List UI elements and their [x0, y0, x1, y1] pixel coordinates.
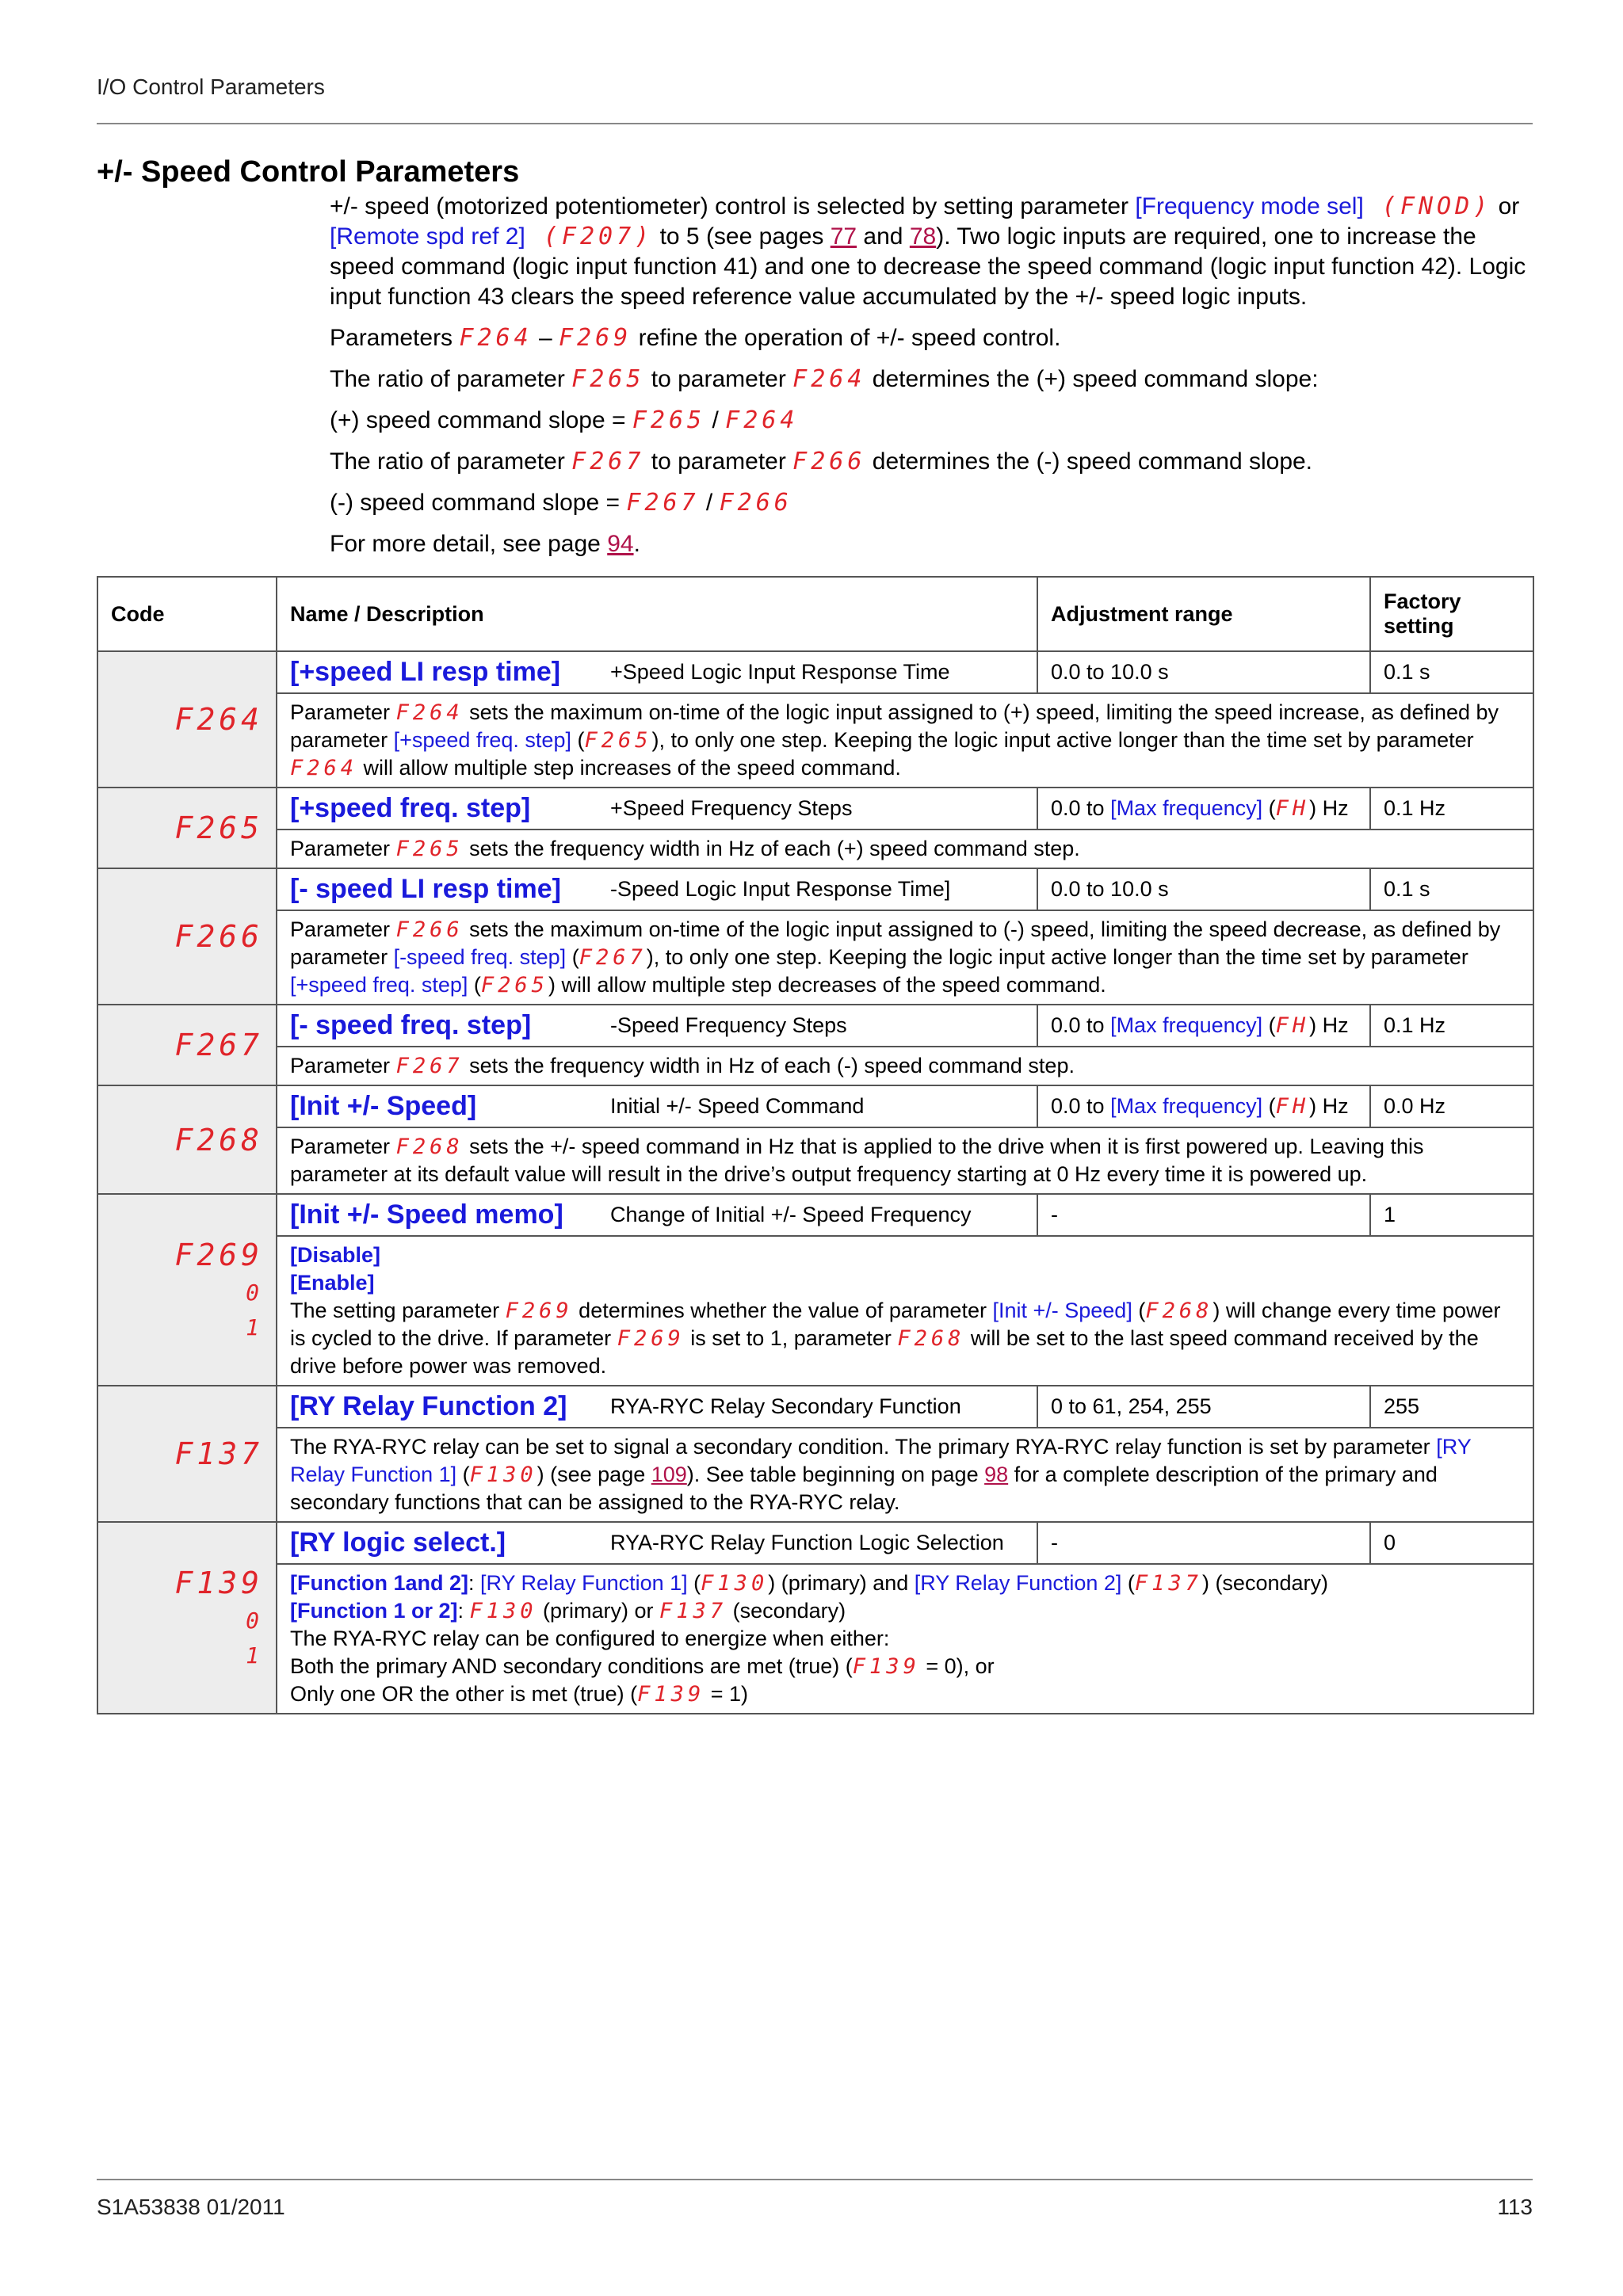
intro-paragraph-4: (+) speed command slope = F265 / F264	[330, 406, 799, 434]
intro-text	[330, 192, 1534, 570]
table-row	[97, 1522, 1533, 1564]
page-link-77[interactable]: 77	[830, 223, 857, 250]
page-link-98[interactable]: 98	[984, 1463, 1009, 1486]
param-code: F267	[97, 1005, 277, 1085]
param-range: 0.0 to [Max frequency] (FH) Hz	[1037, 788, 1370, 830]
page-link-78[interactable]: 78	[909, 223, 937, 250]
param-name-cell	[277, 1085, 1037, 1127]
table-header-row	[97, 577, 1533, 651]
param-description: Parameter F268 sets the +/- speed command in Hz that is applied to the drive when it is first powered up. Leaving this parameter at its default value will result in the drive’s output frequency starting at 0 Hz every time it is powered up.	[277, 1127, 1533, 1194]
table-row	[97, 1085, 1533, 1127]
param-factory: 0.0 Hz	[1370, 1085, 1533, 1127]
frequency-mode-link[interactable]: [Frequency mode sel]	[1135, 193, 1364, 219]
param-name-cell	[277, 1522, 1037, 1564]
intro-paragraph-5: The ratio of parameter F267 to parameter F266 determines the (-) speed command slope.	[330, 448, 1313, 475]
table-row	[97, 1005, 1533, 1047]
param-range: -	[1037, 1194, 1370, 1236]
param-range: 0 to 61, 254, 255	[1037, 1386, 1370, 1428]
section-title: +/- Speed Control Parameters	[97, 155, 520, 189]
footer-rule	[97, 2179, 1533, 2180]
header-name: Name / Description	[277, 577, 1037, 651]
param-desc: -Speed Logic Input Response Time]	[610, 877, 951, 901]
param-name: [- speed LI resp time]	[290, 874, 561, 904]
param-name: [RY logic select.]	[290, 1527, 506, 1558]
param-range: 0.0 to 10.0 s	[1037, 651, 1370, 693]
param-name-cell	[277, 1386, 1037, 1428]
param-factory: 0.1 Hz	[1370, 1005, 1533, 1047]
intro-paragraph-6: (-) speed command slope = F267 / F266	[330, 489, 792, 517]
table-row-description	[97, 1564, 1533, 1714]
table-row-description	[97, 1428, 1533, 1522]
param-desc: +Speed Logic Input Response Time	[610, 660, 950, 684]
page-link-109[interactable]: 109	[651, 1463, 687, 1486]
param-range: -	[1037, 1522, 1370, 1564]
table-row-description	[97, 1127, 1533, 1194]
param-factory: 0.1 s	[1370, 868, 1533, 910]
param-factory: 255	[1370, 1386, 1533, 1428]
table-row-description	[97, 1236, 1533, 1386]
param-code: F137	[97, 1386, 277, 1522]
table-row	[97, 1194, 1533, 1236]
param-name-cell	[277, 1005, 1037, 1047]
table-row-description	[97, 693, 1533, 788]
param-factory: 0.1 Hz	[1370, 788, 1533, 830]
intro-paragraph-3: The ratio of parameter F265 to parameter F264 determines the (+) speed command slope:	[330, 365, 1319, 393]
footer-doc-id: S1A53838 01/2011	[97, 2195, 285, 2219]
running-header: I/O Control Parameters	[97, 74, 325, 99]
param-description: [Function 1and 2]: [RY Relay Function 1] (F130) (primary) and [RY Relay Function 2] (F137) (secondary) [Function 1 or 2]: F130 (primary) or F137 (secondary) The RYA-RYC relay can be configured to energize when either: Both the primary AND secondary conditions are met (true) (F139 = 0), or Only one OR the other is met (true) (F139 = 1)	[277, 1564, 1533, 1714]
param-description: Parameter F265 sets the frequency width in Hz of each (+) speed command step.	[277, 830, 1533, 868]
page-link-94[interactable]: 94	[607, 531, 634, 557]
table-row	[97, 788, 1533, 830]
table-row-description	[97, 1047, 1533, 1085]
param-code: F268	[97, 1085, 277, 1194]
header-range: Adjustment range	[1037, 577, 1370, 651]
param-description: Parameter F267 sets the frequency width in Hz of each (-) speed command step.	[277, 1047, 1533, 1085]
param-name: [Init +/- Speed memo]	[290, 1199, 563, 1230]
param-description: Parameter F264 sets the maximum on-time of the logic input assigned to (+) speed, limiting the speed increase, as defined by parameter [+speed freq. step] (F265), to only one step. Keeping the logic input active longer than the time set by parameter F264 will allow multiple step increases of the speed command.	[277, 693, 1533, 788]
param-range: 0.0 to 10.0 s	[1037, 868, 1370, 910]
param-description: The RYA-RYC relay can be set to signal a secondary condition. The primary RYA-RYC relay function is set by parameter [RY Relay Function 1] (F130) (see page 109). See table beginning on page 98 for a complete description of the primary and secondary functions that can be assigned to the RYA-RYC relay.	[277, 1428, 1533, 1522]
param-desc: Change of Initial +/- Speed Frequency	[610, 1203, 972, 1226]
param-code: F139 0 1	[97, 1522, 277, 1714]
footer-page-number: 113	[1497, 2195, 1533, 2219]
param-desc: -Speed Frequency Steps	[610, 1013, 847, 1037]
param-description: [Disable] [Enable] The setting parameter F269 determines whether the value of parameter [Init +/- Speed] (F268) will change every time power is cycled to the drive. If parameter F269 is set to 1, parameter F268 will be set to the last speed command received by the drive before power was removed.	[277, 1236, 1533, 1386]
param-name: [+speed freq. step]	[290, 793, 531, 823]
param-name: [- speed freq. step]	[290, 1010, 532, 1040]
intro-paragraph-7: For more detail, see page 94.	[330, 531, 640, 557]
header-factory: Factory setting	[1370, 577, 1533, 651]
param-name-cell	[277, 651, 1037, 693]
param-factory: 0	[1370, 1522, 1533, 1564]
param-name-cell	[277, 868, 1037, 910]
param-code: F266	[97, 868, 277, 1005]
param-desc: +Speed Frequency Steps	[610, 796, 853, 820]
header-rule	[97, 123, 1533, 124]
table-row	[97, 868, 1533, 910]
parameter-table	[97, 576, 1534, 1714]
param-code: F269 0 1	[97, 1194, 277, 1386]
param-factory: 0.1 s	[1370, 651, 1533, 693]
param-name-cell	[277, 1194, 1037, 1236]
param-range: 0.0 to [Max frequency] (FH) Hz	[1037, 1085, 1370, 1127]
param-desc: RYA-RYC Relay Secondary Function	[610, 1394, 961, 1418]
table-row-description	[97, 910, 1533, 1005]
header-code: Code	[97, 577, 277, 651]
param-desc: Initial +/- Speed Command	[610, 1094, 865, 1118]
table-row-description	[97, 830, 1533, 868]
param-desc: RYA-RYC Relay Function Logic Selection	[610, 1531, 1004, 1554]
param-range: 0.0 to [Max frequency] (FH) Hz	[1037, 1005, 1370, 1047]
table-row	[97, 651, 1533, 693]
param-code: F264	[97, 651, 277, 788]
intro-paragraph-2: Parameters F264 – F269 refine the operation of +/- speed control.	[330, 324, 1061, 352]
param-name: [Init +/- Speed]	[290, 1091, 477, 1121]
remote-spd-ref-link[interactable]: [Remote spd ref 2]	[330, 223, 525, 250]
param-name: [RY Relay Function 2]	[290, 1391, 567, 1421]
intro-paragraph-1: +/- speed (motorized potentiometer) control is selected by setting parameter [Frequency mode sel] (FNOD) or [Remote spd ref 2] (F207) to 5 (see pages 77 and 78). Two logic inputs are required, one to increase the speed command (logic input function 41) and one to decrease the speed command (logic input function 42). Logic input function 43 clears the speed reference value accumulated by the +/- speed logic inputs.	[330, 193, 1526, 310]
table-row	[97, 1386, 1533, 1428]
param-code: F265	[97, 788, 277, 868]
param-name-cell	[277, 788, 1037, 830]
param-name: [+speed LI resp time]	[290, 657, 561, 687]
param-description: Parameter F266 sets the maximum on-time of the logic input assigned to (-) speed, limiting the speed decrease, as defined by parameter [-speed freq. step] (F267), to only one step. Keeping the logic input active longer than the time set by parameter [+speed freq. step] (F265) will allow multiple step decreases of the speed command.	[277, 910, 1533, 1005]
param-factory: 1	[1370, 1194, 1533, 1236]
